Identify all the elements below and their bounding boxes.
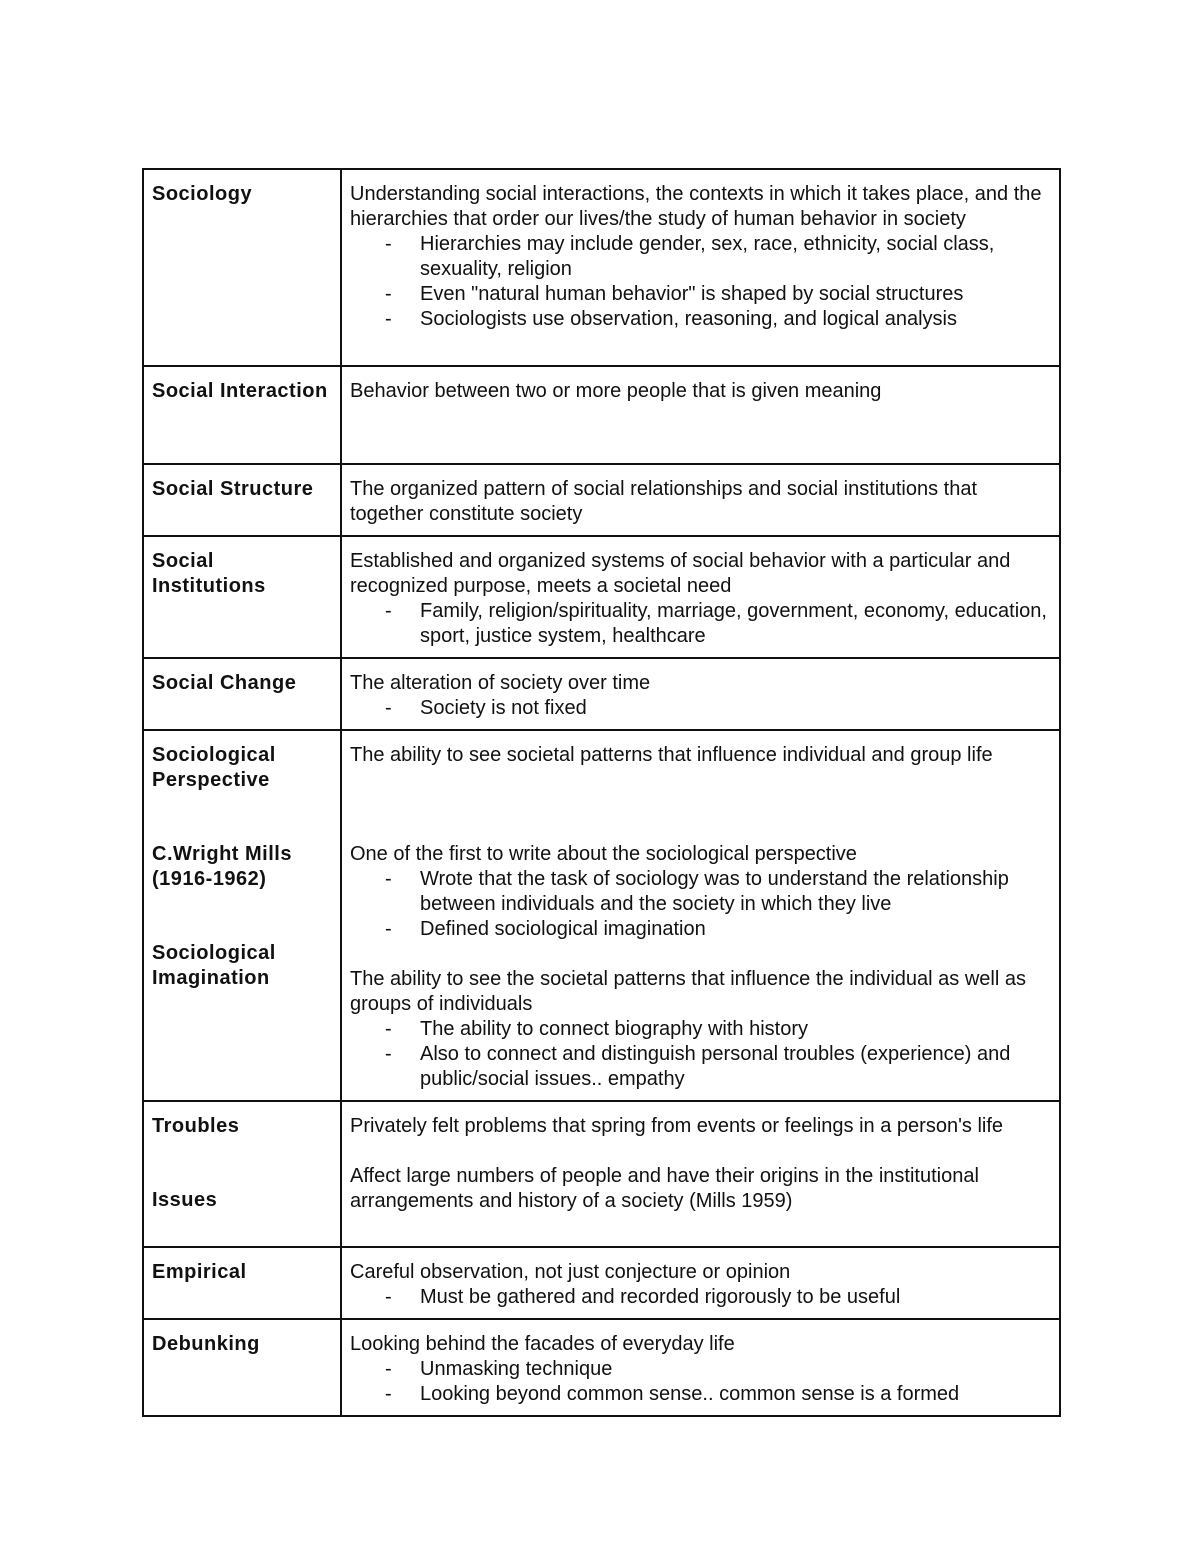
spacer (350, 817, 1049, 842)
list-item: - Society is not fixed (385, 696, 1049, 721)
definition-cell (341, 464, 1060, 536)
table-row (143, 730, 1060, 1101)
definition-cell (341, 366, 1060, 464)
definition-text: The ability to see societal patterns that influence individual and group life (350, 744, 993, 766)
table-row (143, 1247, 1060, 1319)
table-row (143, 536, 1060, 658)
bullet-list (350, 1357, 1049, 1407)
term-label: Social Change (152, 672, 297, 694)
bullet-list (350, 696, 1049, 721)
definition-text: Careful observation, not just conjecture or opinion (350, 1261, 791, 1283)
list-item: - Family, religion/spirituality, marriage, government, economy, education, sport, justice system, healthcare (385, 599, 1049, 649)
spacer (350, 768, 1049, 817)
term-label: Sociological Imagination (152, 942, 276, 989)
term-cell (143, 536, 341, 658)
definition-text: The alteration of society over time (350, 672, 651, 694)
term-label: Social Interaction (152, 380, 328, 402)
bullet-list (350, 232, 1049, 332)
term-label: Social Institutions (152, 550, 266, 597)
term-cell (143, 366, 341, 464)
list-item: - Hierarchies may include gender, sex, race, ethnicity, social class, sexuality, religion (385, 232, 1049, 282)
term-label: Sociology (152, 183, 253, 205)
bullet-list (350, 1017, 1049, 1092)
definition-text: Affect large numbers of people and have their origins in the institutional arrangements and history of a society (Mills 1959) (350, 1165, 979, 1212)
table-row (143, 1101, 1060, 1247)
spacer (350, 942, 1049, 967)
term-cell (143, 658, 341, 730)
bullet-list (350, 1285, 1049, 1310)
term-label: Empirical (152, 1261, 247, 1283)
list-item: - Also to connect and distinguish personal troubles (experience) and public/social issues.. empathy (385, 1042, 1049, 1092)
definition-cell (341, 730, 1060, 1101)
definition-text: Privately felt problems that spring from events or feelings in a person's life (350, 1115, 1004, 1137)
list-item: - Sociologists use observation, reasoning, and logical analysis (385, 307, 1049, 332)
list-item: - Even "natural human behavior" is shaped by social structures (385, 282, 1049, 307)
bullet-list (350, 867, 1049, 942)
term-label: C.Wright Mills (1916-1962) (152, 843, 292, 890)
spacer (152, 793, 330, 842)
definition-cell (341, 1101, 1060, 1247)
definition-cell (341, 169, 1060, 366)
spacer (152, 892, 330, 941)
list-item: - Looking beyond common sense.. common sense is a formed (385, 1382, 1049, 1407)
term-label: Sociological Perspective (152, 744, 276, 791)
spacer (350, 1139, 1049, 1164)
table-row (143, 464, 1060, 536)
list-item: - The ability to connect biography with history (385, 1017, 1049, 1042)
term-cell (143, 169, 341, 366)
table-row (143, 658, 1060, 730)
table-row (143, 169, 1060, 366)
term-label: Social Structure (152, 478, 314, 500)
definition-cell (341, 1319, 1060, 1416)
definition-text: Understanding social interactions, the contexts in which it takes place, and the hierarchies that order our lives/the study of human behavior in society (350, 183, 1042, 230)
term-cell (143, 1247, 341, 1319)
spacer (152, 1139, 330, 1188)
term-cell (143, 730, 341, 1101)
definition-text: Established and organized systems of social behavior with a particular and recognized purpose, meets a societal need (350, 550, 1011, 597)
list-item: - Must be gathered and recorded rigorously to be useful (385, 1285, 1049, 1310)
table-row (143, 1319, 1060, 1416)
term-cell (143, 464, 341, 536)
term-label: Troubles (152, 1115, 240, 1137)
bullet-list (350, 599, 1049, 649)
definition-text: One of the first to write about the sociological perspective (350, 843, 857, 865)
definition-text: Looking behind the facades of everyday life (350, 1333, 735, 1355)
term-label: Issues (152, 1189, 218, 1211)
list-item: - Wrote that the task of sociology was to understand the relationship between individuals and the society in which they live (385, 867, 1049, 917)
definition-cell (341, 658, 1060, 730)
definition-text: The organized pattern of social relationships and social institutions that together constitute society (350, 478, 978, 525)
table-row (143, 366, 1060, 464)
definition-cell (341, 1247, 1060, 1319)
definition-text: The ability to see the societal patterns that influence the individual as well as groups of individuals (350, 968, 1026, 1015)
list-item: - Unmasking technique (385, 1357, 1049, 1382)
definition-text: Behavior between two or more people that is given meaning (350, 380, 882, 402)
term-cell (143, 1101, 341, 1247)
list-item: - Defined sociological imagination (385, 917, 1049, 942)
term-label: Debunking (152, 1333, 260, 1355)
term-cell (143, 1319, 341, 1416)
definition-cell (341, 536, 1060, 658)
glossary-table (142, 168, 1061, 1417)
